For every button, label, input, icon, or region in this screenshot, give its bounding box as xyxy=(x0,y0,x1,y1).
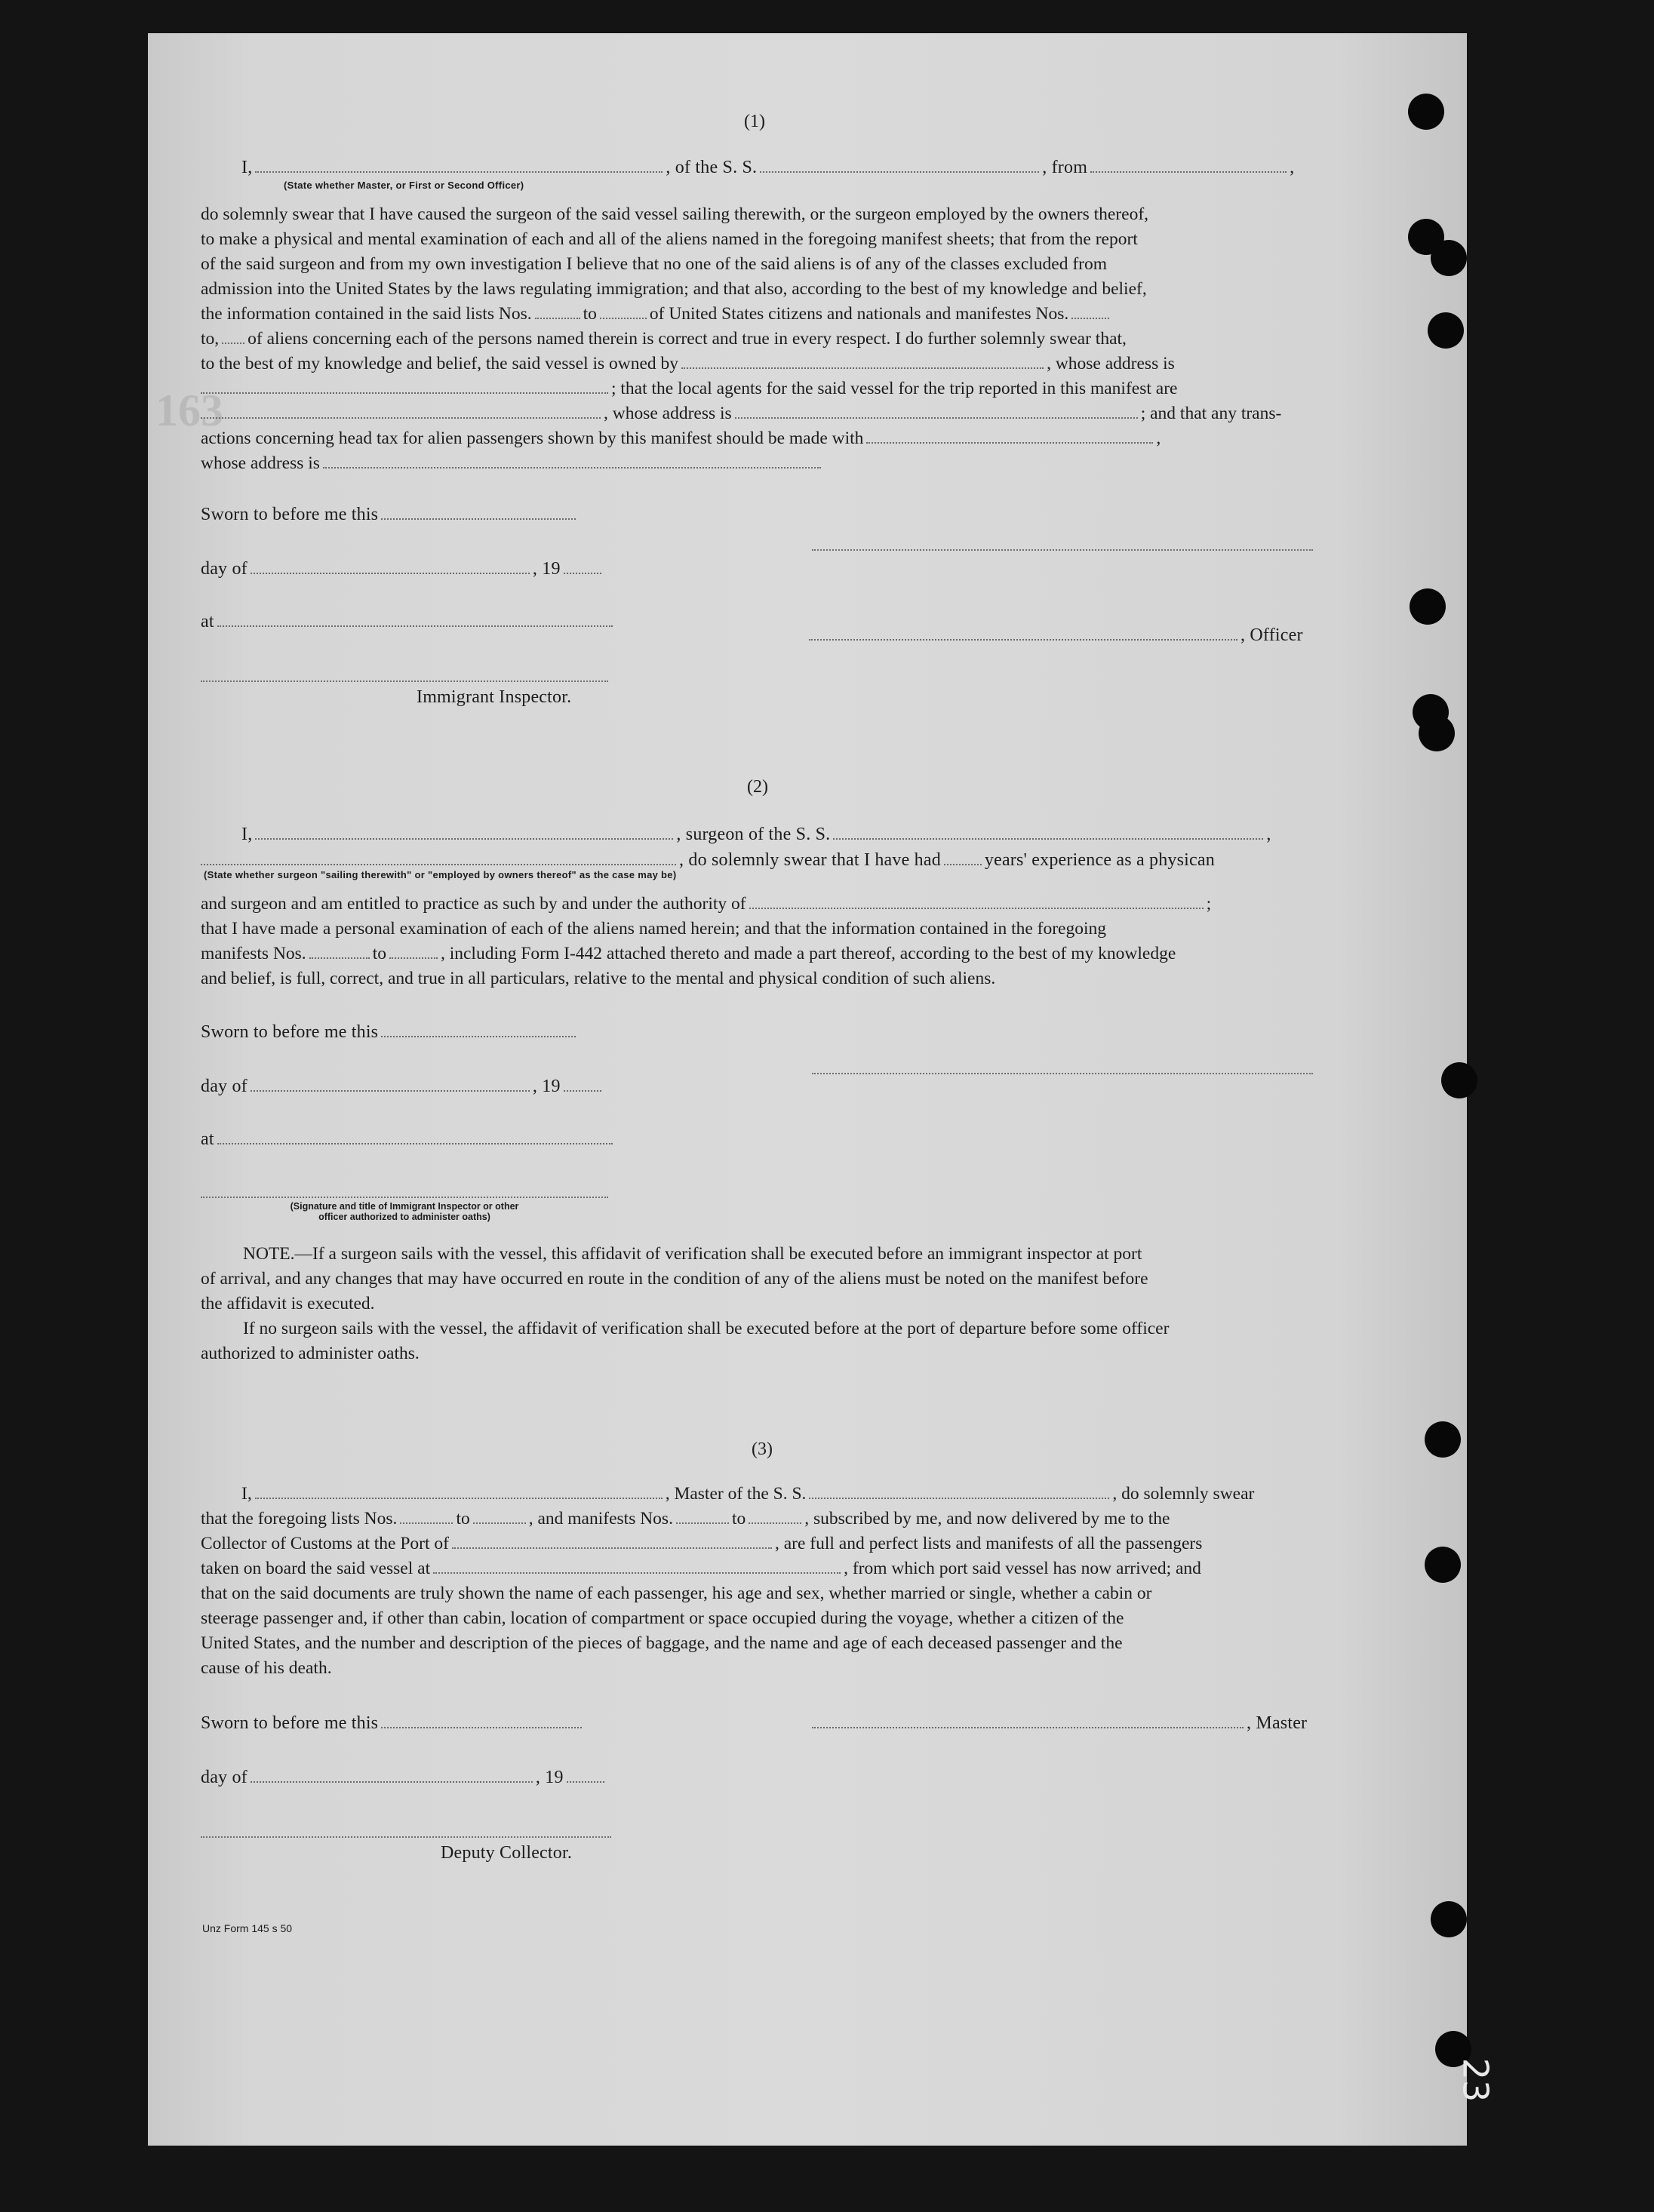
collector-signature-line xyxy=(201,1836,611,1838)
punch-hole xyxy=(1425,1421,1461,1458)
day-of-line-3: day of , 19 xyxy=(201,1767,607,1788)
note-paragraph: NOTE.—If a surgeon sails with the vessel, this affidavit of verification shall be executed before an immigrant inspector at port of arrival, and any changes that may have occurred en route in the condition of any of the aliens must be noted on the manifest before the affidavit is executed. If no surgeon sails with the vessel, the affidavit of verification shall be executed before at the port of departure before some officer authorized to administer oaths. xyxy=(201,1244,1170,1363)
form-number: Unz Form 145 s 50 xyxy=(202,1922,293,1934)
deputy-collector-label: Deputy Collector. xyxy=(441,1843,573,1863)
surgeon-signature-line xyxy=(812,1073,1313,1074)
master-signature-line xyxy=(812,549,1313,551)
surgeon-instruction: (State whether surgeon "sailing therewith" or "employed by owners thereof" as the case may be) xyxy=(204,869,677,880)
punch-hole xyxy=(1441,1062,1477,1098)
officer-signature-line: , Officer xyxy=(809,625,1303,646)
section-2-paragraph: and surgeon and am entitled to practice as such by and under the authority of ; that I have made a personal examination of each of the aliens named herein; and that the information contained in the foregoing manifests Nos. to , including Form I-442 attached thereto and made a part thereof, according to the best of my knowledge and belief, is full, correct, and true in all particulars, relative to the mental and physical condition of such aliens. xyxy=(201,894,1212,988)
section-2-experience-line: , do solemnly swear that I have had years' experience as a physican xyxy=(201,849,1215,871)
section-1-oath-line: I, , of the S. S. , from , xyxy=(241,158,1295,177)
at-line-1: at xyxy=(201,611,616,632)
bleed-through-mark: 163 xyxy=(155,386,223,435)
authorized-officer-signature-line xyxy=(201,1197,608,1198)
at-line-2: at xyxy=(201,1129,616,1150)
punch-hole xyxy=(1408,94,1444,130)
signature-instruction: (Signature and title of Immigrant Inspector or other officer authorized to administer oaths) xyxy=(290,1201,519,1222)
section-2-number: (2) xyxy=(747,777,768,797)
sworn-line-1: Sworn to before me this xyxy=(201,504,579,525)
section-1-paragraph: do solemnly swear that I have caused the surgeon of the said vessel sailing therewith, or the surgeon employed by the owners thereof, to make a physical and mental examination of each and all of the aliens named in the foregoing manifest sheets; that from the report of the said surgeon and from my own investigation I believe that no one of the said aliens is of any of the classes excluded from admission into the United States by the laws regulating immigration; and that also, according to the best of my knowledge and belief, the information contained in the said lists Nos. to of United States citizens and nationals and manifestes Nos. to, of aliens concerning each of the persons named therein is correct and true in every respect. I do further solemnly swear that, to the best of my knowledge and belief, the said vessel is owned by , whose address is ; that the local agents for the said vessel for the trip reported in this manifest are , whose address is ; and that any trans- actions concerning head tax for alien passengers shown by this manifest should be made with , whose address is xyxy=(201,204,1282,473)
punch-hole xyxy=(1419,715,1455,751)
section-3-paragraph: I, , Master of the S. S. , do solemnly swear that the foregoing lists Nos. to , and manifests Nos. to , subscribed by me, and now delivered by me to the Collector of Customs at the Port of , are full and perfect lists and manifests of all the passengers taken on board the said vessel at , from which port said vessel has now arrived; and that on the said documents are truly shown the name of each passenger, his age and sex, whether married or single, whether a cabin or steerage passenger and, if other than cabin, location of compartment or space occupied during the voyage, whether a citizen of the United States, and the number and description of the pieces of baggage, and the name and age of each deceased passenger and the cause of his death. xyxy=(201,1484,1255,1678)
page-mark: 23 xyxy=(1455,2057,1496,2103)
punch-hole xyxy=(1428,312,1464,349)
day-of-line-1: day of , 19 xyxy=(201,558,604,579)
officer-instruction: (State whether Master, or First or Second Officer) xyxy=(284,180,524,191)
punch-hole xyxy=(1410,588,1446,625)
section-1-number: (1) xyxy=(744,112,765,131)
sworn-line-2: Sworn to before me this xyxy=(201,1022,579,1043)
punch-hole xyxy=(1431,1901,1467,1937)
punch-hole xyxy=(1431,240,1467,276)
section-2-surgeon-line: I, , surgeon of the S. S. , xyxy=(241,825,1271,844)
punch-hole xyxy=(1425,1547,1461,1583)
sworn-line-3: Sworn to before me this xyxy=(201,1713,585,1734)
inspector-signature-line xyxy=(201,680,608,682)
immigrant-inspector-label: Immigrant Inspector. xyxy=(417,687,572,707)
master-signature-line-3: , Master xyxy=(812,1713,1307,1734)
section-3-number: (3) xyxy=(752,1439,773,1459)
day-of-line-2: day of , 19 xyxy=(201,1076,604,1097)
